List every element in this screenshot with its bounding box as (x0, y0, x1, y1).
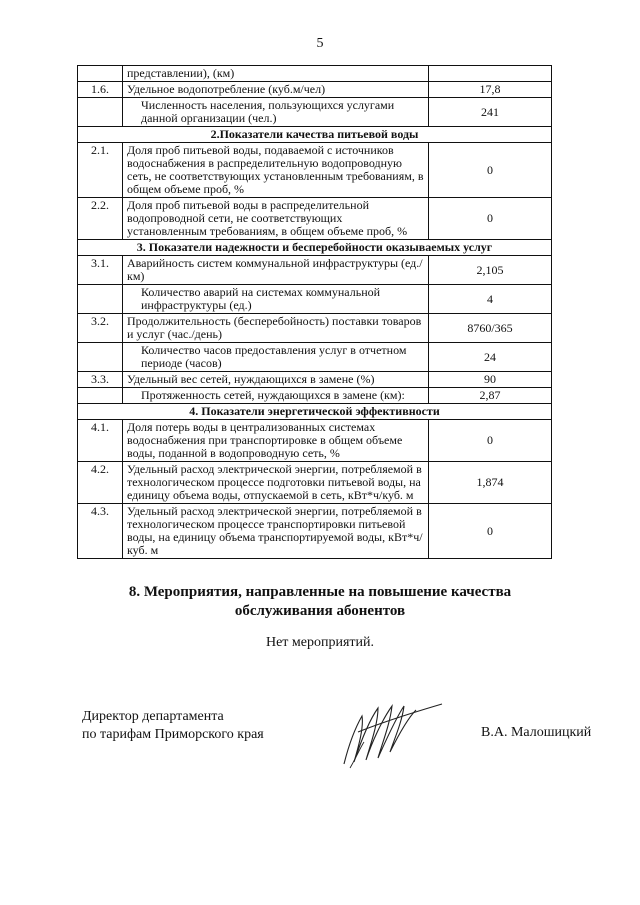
indicator-name: Численность населения, пользующихся услугами данной организации (чел.) (123, 98, 429, 127)
table-row (78, 198, 552, 240)
row-number (78, 285, 123, 314)
row-number: 4.3. (78, 504, 123, 559)
indicator-value: 241 (429, 98, 552, 127)
indicators-table (77, 65, 552, 559)
table-row (78, 462, 552, 504)
row-number: 3.3. (78, 372, 123, 388)
row-number: 2.1. (78, 143, 123, 198)
row-number: 4.1. (78, 420, 123, 462)
indicator-value: 2,105 (429, 256, 552, 285)
table-row (78, 143, 552, 198)
indicator-name: Количество часов предоставления услуг в отчетном периоде (часов) (123, 343, 429, 372)
indicator-value (429, 66, 552, 82)
row-number (78, 343, 123, 372)
row-number: 3.2. (78, 314, 123, 343)
section-header-row (78, 240, 552, 256)
section-8-heading-line2: обслуживания абонентов (234, 603, 406, 619)
indicator-value: 17,8 (429, 82, 552, 98)
row-number: 4.2. (78, 462, 123, 504)
page-number: 5 (316, 36, 324, 51)
indicator-value: 0 (429, 504, 552, 559)
row-number (78, 388, 123, 404)
signatory-name: В.А. Малошицкий (481, 725, 592, 740)
section-header-row (78, 127, 552, 143)
indicator-name: Доля потерь воды в централизованных системах водоснабжения при транспортировке в общем объеме воды, поданной в водопроводную сеть, % (123, 420, 429, 462)
indicator-value: 1,874 (429, 462, 552, 504)
indicator-name: Протяженность сетей, нуждающихся в замене (км): (123, 388, 429, 404)
indicator-name: Продолжительность (бесперебойность) поставки товаров и услуг (час./день) (123, 314, 429, 343)
no-measures-text: Нет мероприятий. (265, 635, 375, 650)
indicator-value: 0 (429, 143, 552, 198)
section-header: 4. Показатели энергетической эффективности (78, 404, 552, 420)
signatory-title (82, 708, 264, 744)
indicator-name: Удельный вес сетей, нуждающихся в замене (%) (123, 372, 429, 388)
indicator-value: 4 (429, 285, 552, 314)
row-number (78, 98, 123, 127)
section-header: 3. Показатели надежности и бесперебойности оказываемых услуг (78, 240, 552, 256)
indicator-value: 0 (429, 420, 552, 462)
indicator-name: Удельный расход электрической энергии, потребляемой в технологическом процессе транспортировки питьевой воды, на единицу объема транспортируемой воды, кВт*ч/куб. м (123, 504, 429, 559)
indicator-name: Удельное водопотребление (куб.м/чел) (123, 82, 429, 98)
handwritten-signature (338, 698, 448, 770)
indicator-name: представлении), (км) (123, 66, 429, 82)
indicator-value: 8760/365 (429, 314, 552, 343)
indicator-value: 90 (429, 372, 552, 388)
table-row (78, 256, 552, 285)
row-number (78, 66, 123, 82)
indicator-name: Аварийность систем коммунальной инфраструктуры (ед./км) (123, 256, 429, 285)
table-row (78, 314, 552, 343)
indicators-table-body (78, 66, 552, 559)
row-number: 1.6. (78, 82, 123, 98)
indicator-name: Доля проб питьевой воды в распределительной водопроводной сети, не соответствующих установленным требованиям, в общем объеме проб, % (123, 198, 429, 240)
indicator-value: 2,87 (429, 388, 552, 404)
section-header-row (78, 404, 552, 420)
table-row (78, 343, 552, 372)
indicator-value: 0 (429, 198, 552, 240)
indicator-name: Количество аварий на системах коммунальной инфраструктуры (ед.) (123, 285, 429, 314)
signatory-title-line1: Директор департамента (82, 709, 224, 724)
table-row (78, 504, 552, 559)
section-8-heading-line1: 8. Мероприятия, направленные на повышение качества (128, 584, 512, 600)
table-row (78, 388, 552, 404)
indicator-name: Удельный расход электрической энергии, потребляемой в технологическом процессе подготовки питьевой воды, на единицу объема воды, отпускаемой в сеть, кВт*ч/куб. м (123, 462, 429, 504)
indicator-name: Доля проб питьевой воды, подаваемой с источников водоснабжения в распределительную водопроводную сеть, не соответствующих установленным требованиям, в общем объеме проб, % (123, 143, 429, 198)
row-number: 2.2. (78, 198, 123, 240)
indicator-value: 24 (429, 343, 552, 372)
row-number: 3.1. (78, 256, 123, 285)
signatory-title-line2: по тарифам Приморского края (82, 727, 264, 742)
table-row (78, 98, 552, 127)
section-8-heading (0, 583, 640, 621)
table-row (78, 372, 552, 388)
table-row (78, 82, 552, 98)
table-row (78, 285, 552, 314)
table-row (78, 420, 552, 462)
section-header: 2.Показатели качества питьевой воды (78, 127, 552, 143)
table-row (78, 66, 552, 82)
